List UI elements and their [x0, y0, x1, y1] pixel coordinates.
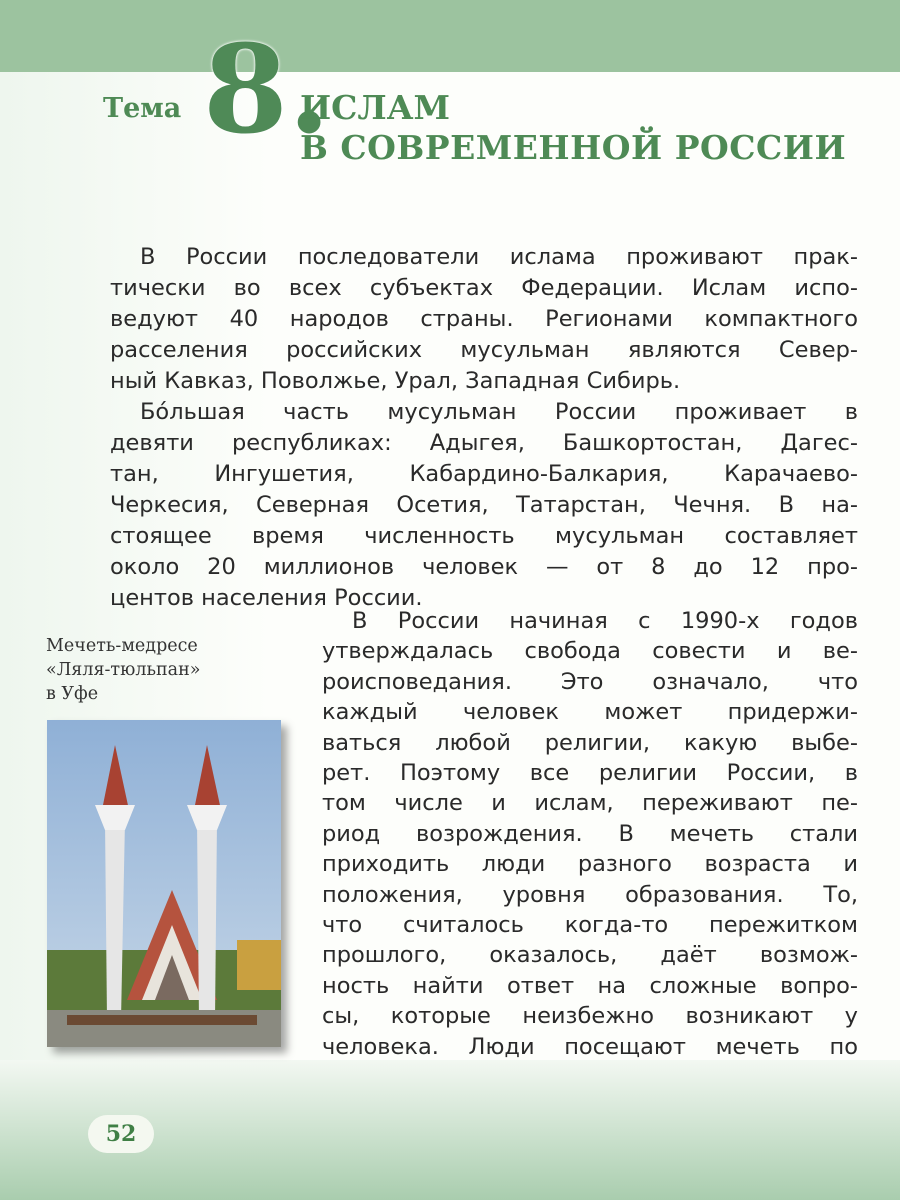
text-line — [110, 366, 858, 396]
text-line-content: расселения российских мусульман являются Север- — [110, 337, 858, 363]
text-line-content: каждый человек может придержи- — [322, 699, 858, 726]
text-line — [322, 636, 858, 666]
text-line — [322, 971, 858, 1001]
text-line — [110, 335, 858, 365]
text-line-content: около 20 миллионов человек — от 8 до 12 про- — [110, 554, 858, 580]
text-line-content: В России последователи ислама проживают прак- — [140, 244, 858, 270]
text-line — [322, 728, 858, 758]
text-line — [322, 910, 858, 940]
text-line — [110, 459, 858, 489]
text-line-content: утверждалась свобода совести и ве- — [322, 638, 858, 665]
text-line — [110, 273, 858, 303]
text-line-content: ваться любой религии, какую выбе- — [322, 729, 858, 756]
caption-line: Мечеть-медресе — [46, 636, 198, 656]
text-line-content: рет. Поэтому все религии России, в — [322, 760, 858, 786]
text-line — [140, 242, 858, 272]
text-line-content: ность найти ответ на сложные вопро- — [322, 972, 858, 999]
page-number: 52 — [88, 1115, 154, 1153]
text-line — [322, 788, 858, 818]
text-line-content: роисповедания. Это означало, что — [322, 668, 858, 695]
text-line — [322, 849, 858, 879]
text-line-content: тически во всех субъектах Федерации. Ислам испо- — [110, 275, 858, 301]
text-line — [110, 490, 858, 520]
chapter-title-line2: В СОВРЕМЕННОЙ РОССИИ — [300, 128, 847, 167]
caption-line: «Ляля-тюльпан» — [46, 660, 201, 680]
text-line — [352, 606, 858, 636]
header-band — [0, 0, 900, 72]
text-line-content: ный Кавказ, Поволжье, Урал, Западная Сибирь. — [110, 368, 681, 394]
text-line-content: прошлого, оказалось, даёт возмож- — [322, 942, 858, 969]
text-line — [110, 552, 858, 582]
text-line-content: девяти республиках: Адыгея, Башкортостан, Дагес- — [110, 430, 858, 456]
text-line-content: центов населения России. — [110, 585, 423, 611]
text-line-content: что считалось когда-то пережитком — [322, 912, 858, 938]
text-line-content: тан, Ингушетия, Кабардино-Балкария, Карачаево- — [110, 461, 858, 487]
text-line-content: человека. Люди посещают мечеть по — [322, 1033, 858, 1060]
topic-label: Тема — [103, 93, 182, 124]
text-line-content: риод возрождения. В мечеть стали — [322, 820, 858, 847]
caption-line: в Уфе — [46, 684, 99, 704]
text-line-content: Черкесия, Северная Осетия, Татарстан, Чечня. В на- — [110, 492, 858, 518]
text-line-content: приходить люди разного возраста и — [322, 851, 858, 878]
text-line — [322, 1032, 858, 1062]
text-line-content: стоящее время численность мусульман составляет — [110, 523, 858, 549]
text-line — [322, 758, 858, 788]
text-line — [110, 304, 858, 334]
chapter-title-line1: ИСЛАМ — [300, 88, 451, 127]
text-line — [110, 428, 858, 458]
text-line — [322, 667, 858, 697]
text-line-content: сы, которые неизбежно возникают у — [322, 1003, 858, 1030]
text-line — [110, 521, 858, 551]
topic-number: 8. — [203, 17, 331, 161]
text-line-content: ведуют 40 народов страны. Регионами компактного — [110, 306, 858, 332]
text-line-content: В России начиная с 1990-х годов — [352, 608, 858, 634]
text-line — [322, 880, 858, 910]
text-line — [322, 1001, 858, 1031]
photo-caption — [46, 634, 200, 706]
text-line-content: положения, уровня образования. То, — [322, 881, 858, 908]
mosque-photo — [47, 720, 281, 1047]
text-line — [140, 397, 858, 427]
text-line — [322, 819, 858, 849]
text-line — [322, 697, 858, 727]
text-line-content: Бóльшая часть мусульман России проживает в — [140, 399, 858, 425]
text-line — [322, 940, 858, 970]
text-line-content: том числе и ислам, переживают пе- — [322, 790, 858, 817]
